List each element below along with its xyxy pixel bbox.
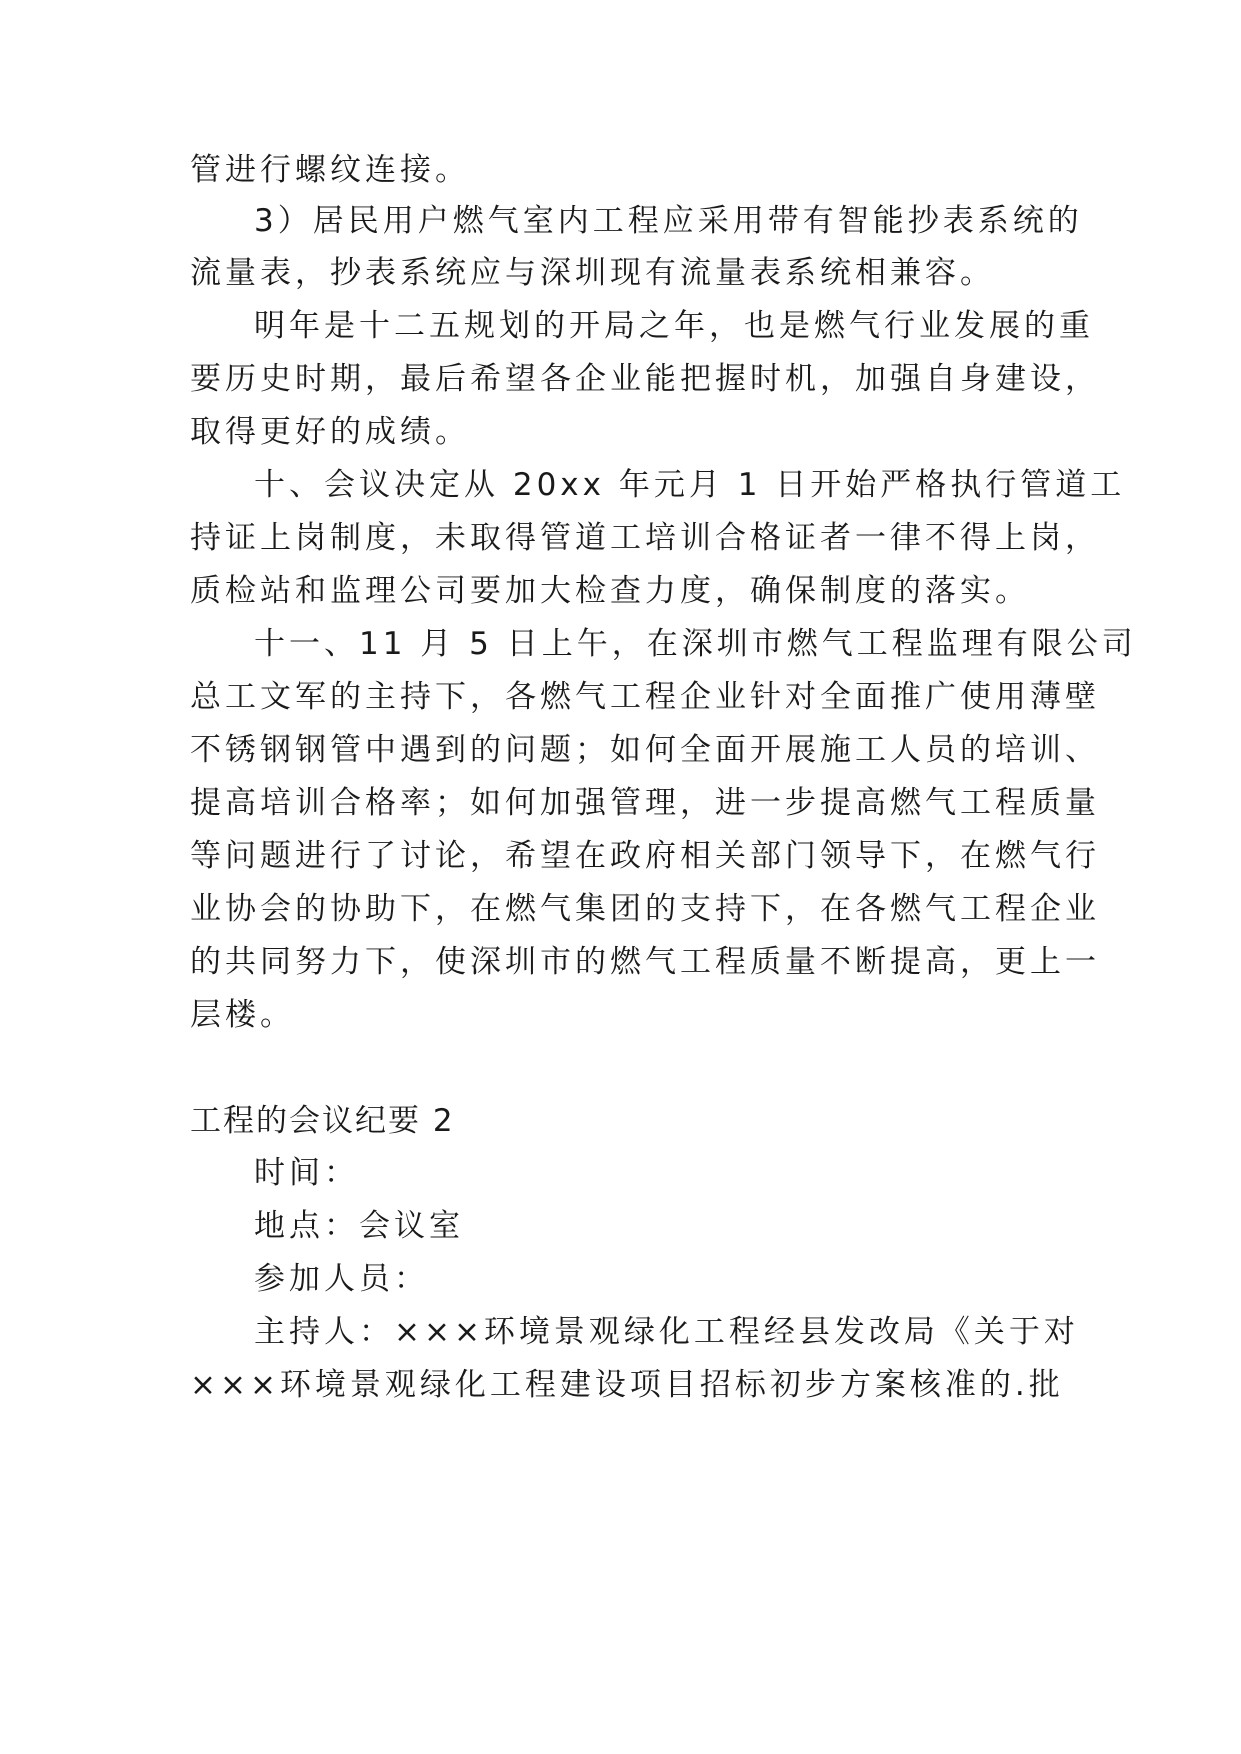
body-line: 总工文军的主持下，各燃气工程企业针对全面推广使用薄壁 [190,679,1100,715]
body-line: 质检站和监理公司要加大检查力度，确保制度的落实。 [190,573,1030,609]
body-line: 十、会议决定从 20xx 年元月 1 日开始严格执行管道工 [254,467,1126,503]
body-line: 取得更好的成绩。 [190,414,470,450]
body-line: 十一、11 月 5 日上午，在深圳市燃气工程监理有限公司 [254,626,1137,662]
body-line: ×××环境景观绿化工程建设项目招标初步方案核准的.批 [190,1367,1064,1403]
body-line: 流量表，抄表系统应与深圳现有流量表系统相兼容。 [190,255,995,291]
body-line: 提高培训合格率；如何加强管理，进一步提高燃气工程质量 [190,785,1100,821]
body-line: 明年是十二五规划的开局之年，也是燃气行业发展的重 [254,308,1094,344]
body-line: 3）居民用户燃气室内工程应采用带有智能抄表系统的 [254,203,1083,239]
body-line: 不锈钢钢管中遇到的问题；如何全面开展施工人员的培训、 [190,732,1100,768]
section-heading: 工程的会议纪要 2 [190,1103,455,1139]
body-line: 管进行螺纹连接。 [190,152,470,188]
body-line: 的共同努力下，使深圳市的燃气工程质量不断提高，更上一 [190,944,1100,980]
field-time: 时间： [254,1155,359,1191]
body-line: 层楼。 [190,997,295,1033]
field-location: 地点：会议室 [254,1208,464,1244]
body-line: 要历史时期，最后希望各企业能把握时机，加强自身建设， [190,361,1100,397]
field-attendees: 参加人员： [254,1261,429,1297]
body-line: 等问题进行了讨论，希望在政府相关部门领导下，在燃气行 [190,838,1100,874]
body-line: 业协会的协助下，在燃气集团的支持下，在各燃气工程企业 [190,891,1100,927]
body-line: 持证上岗制度，未取得管道工培训合格证者一律不得上岗， [190,520,1100,556]
field-host: 主持人：×××环境景观绿化工程经县发改局《关于对 [254,1314,1079,1350]
